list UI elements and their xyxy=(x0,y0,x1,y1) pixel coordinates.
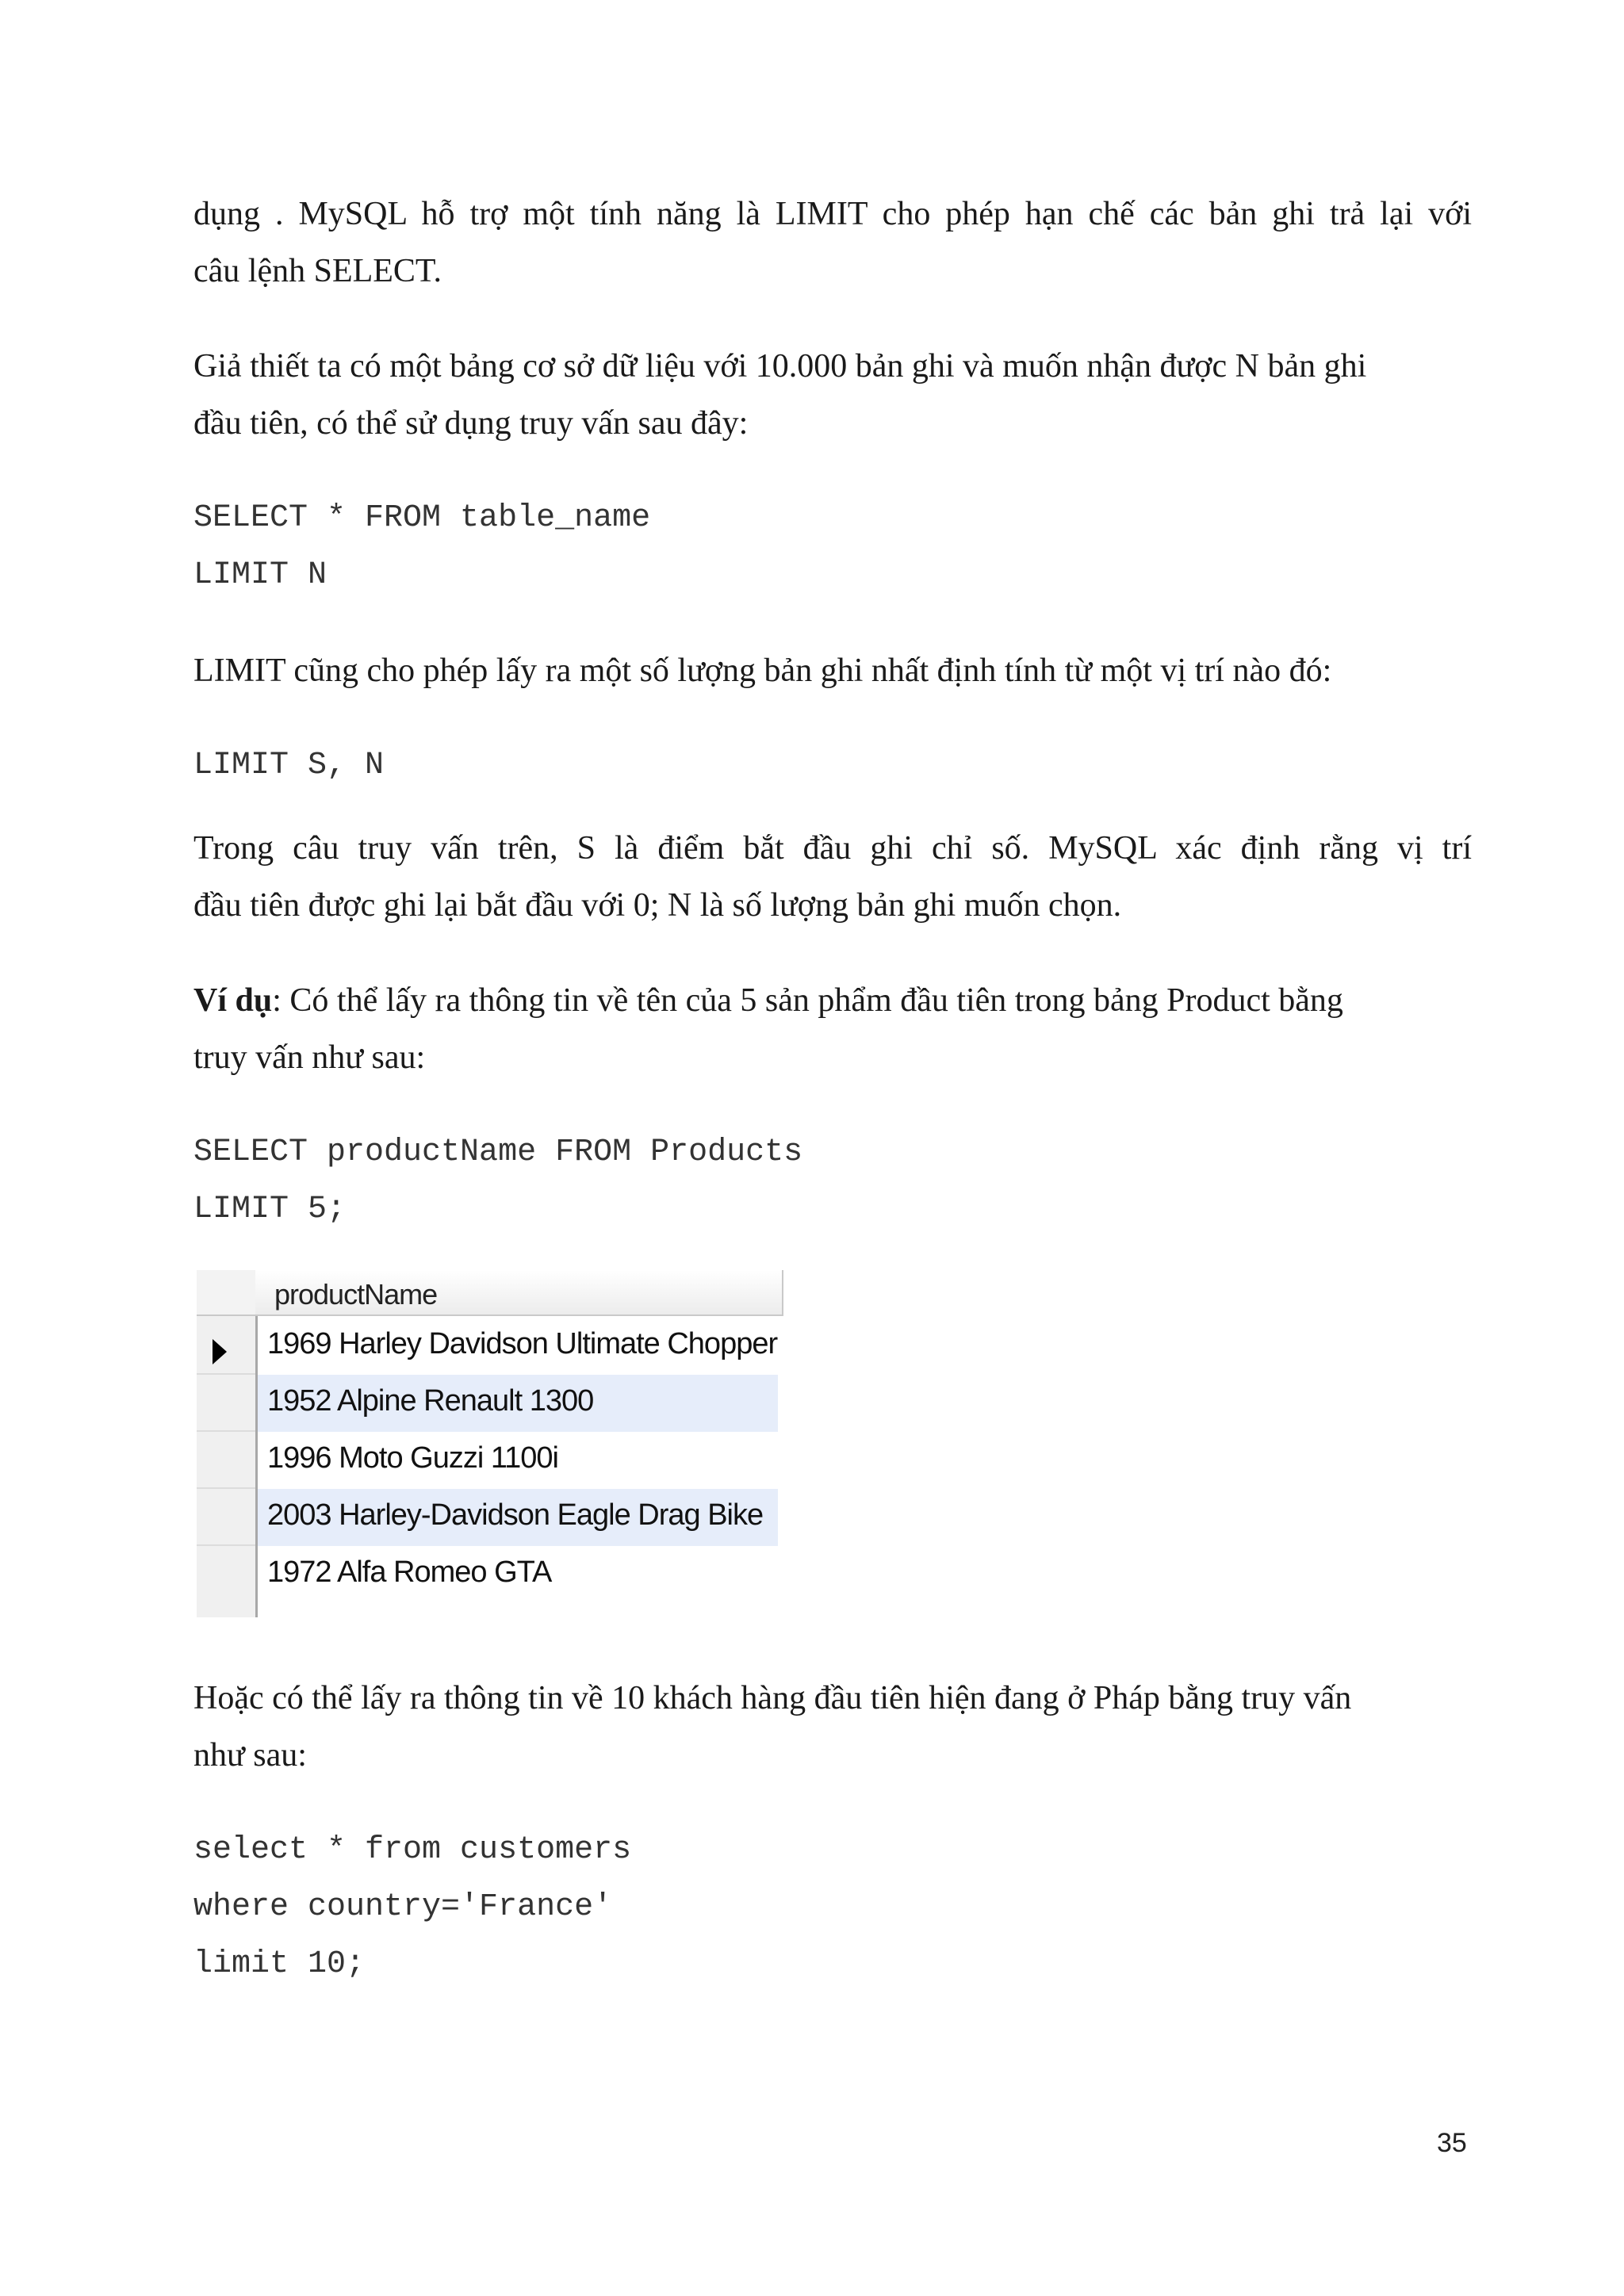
example-text: : Có thể lấy ra thông tin về tên của 5 sản phẩm đầu tiên trong bảng Product bằng xyxy=(272,982,1343,1019)
paragraph-2-line-2: đầu tiên, có thể sử dụng truy vấn sau đây: xyxy=(193,405,749,442)
current-row-arrow-icon xyxy=(213,1339,227,1364)
paragraph-4-line-2: đầu tiên được ghi lại bắt đầu với 0; N là số lượng bản ghi muốn chọn. xyxy=(193,887,1122,924)
table-cell: 1952 Alpine Renault 1300 xyxy=(267,1384,594,1418)
code-line: select * from customers xyxy=(193,1832,632,1868)
paragraph-1-line-1: dụng . MySQL hỗ trợ một tính năng là LIMIT cho phép hạn chế các bản ghi trả lại với xyxy=(193,196,1472,232)
example-label: Ví dụ xyxy=(193,982,273,1019)
table-cell: 1996 Moto Guzzi 1100i xyxy=(267,1441,558,1475)
column-header-productname[interactable] xyxy=(255,1270,783,1316)
table-row[interactable] xyxy=(258,1375,778,1432)
paragraph-4-line-1: Trong câu truy vấn trên, S là điểm bắt đầu ghi chỉ số. MySQL xác định rằng vị trí xyxy=(193,830,1472,867)
table-cell: 1972 Alfa Romeo GTA xyxy=(267,1556,552,1589)
table-row[interactable] xyxy=(258,1489,778,1546)
row-header-column xyxy=(197,1270,258,1617)
row-header-divider xyxy=(197,1487,255,1489)
code-line: SELECT * FROM table_name xyxy=(193,500,651,536)
paragraph-2-line-1: Giả thiết ta có một bảng cơ sở dữ liệu với 10.000 bản ghi và muốn nhận được N bản ghi xyxy=(193,348,1367,385)
code-line: where country='France' xyxy=(193,1889,613,1925)
code-line: limit 10; xyxy=(193,1946,366,1982)
row-header-divider xyxy=(197,1373,255,1375)
paragraph-3: LIMIT cũng cho phép lấy ra một số lượng bản ghi nhất định tính từ một vị trí nào đó: xyxy=(193,652,1332,689)
table-row[interactable] xyxy=(258,1432,778,1489)
code-line: LIMIT N xyxy=(193,557,327,593)
table-cell: 2003 Harley-Davidson Eagle Drag Bike xyxy=(267,1498,764,1532)
grid-corner xyxy=(197,1270,255,1316)
row-header-divider xyxy=(197,1544,255,1546)
query-result-grid xyxy=(197,1270,783,1617)
table-row[interactable] xyxy=(258,1546,778,1603)
table-cell: 1969 Harley Davidson Ultimate Chopper xyxy=(267,1327,778,1360)
paragraph-5-line-2: như sau: xyxy=(193,1737,307,1774)
example-paragraph-line-1 xyxy=(193,972,1472,1029)
paragraph-1-line-2: câu lệnh SELECT. xyxy=(193,253,442,289)
row-header-divider xyxy=(197,1430,255,1432)
page-number: 35 xyxy=(1437,2128,1467,2158)
code-line: SELECT productName FROM Products xyxy=(193,1135,803,1170)
code-line: LIMIT 5; xyxy=(193,1192,347,1227)
code-line: LIMIT S, N xyxy=(193,748,385,783)
table-row[interactable] xyxy=(258,1318,778,1375)
example-paragraph-line-2: truy vấn như sau: xyxy=(193,1039,426,1076)
paragraph-5-line-1: Hoặc có thể lấy ra thông tin về 10 khách hàng đầu tiên hiện đang ở Pháp bằng truy vấn xyxy=(193,1680,1352,1716)
column-header-label: productName xyxy=(274,1278,438,1311)
